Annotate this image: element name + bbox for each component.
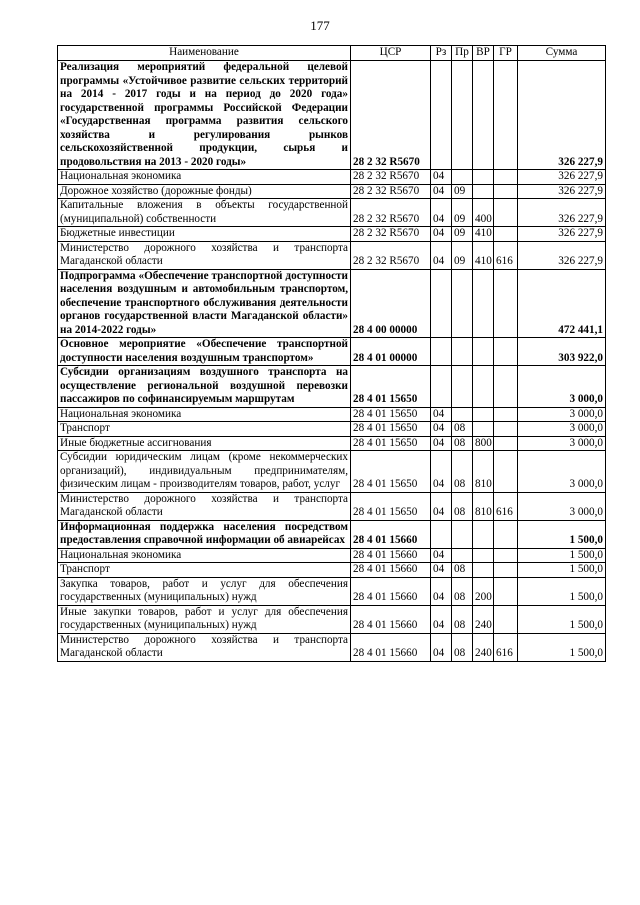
cell-rz: 04 — [431, 199, 452, 227]
table-row — [58, 436, 606, 451]
cell-csr: 28 2 32 R5670 — [351, 170, 431, 185]
cell-pr: 08 — [452, 605, 473, 633]
cell-gr — [494, 184, 518, 199]
cell-sum: 326 227,9 — [518, 199, 606, 227]
cell-sum: 326 227,9 — [518, 61, 606, 170]
cell-csr: 28 4 00 00000 — [351, 269, 431, 338]
cell-rz: 04 — [431, 241, 452, 269]
cell-rz: 04 — [431, 548, 452, 563]
cell-name: Национальная экономика — [58, 170, 351, 185]
cell-rz: 04 — [431, 436, 452, 451]
cell-vr: 240 — [473, 633, 494, 661]
cell-csr: 28 4 01 00000 — [351, 338, 431, 366]
cell-sum: 1 500,0 — [518, 577, 606, 605]
cell-gr — [494, 436, 518, 451]
cell-csr: 28 4 01 15660 — [351, 563, 431, 578]
cell-rz: 04 — [431, 563, 452, 578]
cell-gr: 616 — [494, 633, 518, 661]
cell-rz — [431, 338, 452, 366]
cell-sum: 326 227,9 — [518, 241, 606, 269]
cell-pr — [452, 170, 473, 185]
cell-rz: 04 — [431, 422, 452, 437]
cell-name: Реализация мероприятий федеральной целевой программы «Устойчивое развитие сельских территорий на 2014 - 2017 годы и на период до 2020 года» государственной программы Российской Федерации «Государственная программа развития сельского хозяйства и регулирования рынков сельскохозяйственной продукции, сырья и продовольствия на 2013 - 2020 годы» — [58, 61, 351, 170]
cell-sum: 1 500,0 — [518, 633, 606, 661]
column-header-sum: Сумма — [518, 46, 606, 61]
cell-vr: 200 — [473, 577, 494, 605]
cell-name: Иные бюджетные ассигнования — [58, 436, 351, 451]
cell-name: Иные закупки товаров, работ и услуг для обеспечения государственных (муниципальных) нужд — [58, 605, 351, 633]
cell-vr — [473, 520, 494, 548]
cell-name: Субсидии юридическим лицам (кроме некоммерческих организаций), индивидуальным предпринимателям, физическим лицам - производителям товаров, работ, услуг — [58, 451, 351, 493]
cell-csr: 28 4 01 15660 — [351, 633, 431, 661]
cell-pr: 08 — [452, 451, 473, 493]
cell-vr: 810 — [473, 492, 494, 520]
cell-pr — [452, 366, 473, 408]
cell-sum: 326 227,9 — [518, 170, 606, 185]
budget-table — [57, 45, 606, 662]
cell-sum: 1 500,0 — [518, 520, 606, 548]
cell-sum: 326 227,9 — [518, 184, 606, 199]
cell-name: Министерство дорожного хозяйства и транспорта Магаданской области — [58, 633, 351, 661]
cell-pr — [452, 548, 473, 563]
cell-rz: 04 — [431, 170, 452, 185]
cell-gr — [494, 407, 518, 422]
cell-pr: 09 — [452, 199, 473, 227]
cell-csr: 28 4 01 15660 — [351, 605, 431, 633]
cell-gr — [494, 451, 518, 493]
cell-name: Подпрограмма «Обеспечение транспортной доступности населения воздушным и автомобильным транспортом, обеспечение транспортного обслуживания деятельности органов государственной власти Магаданской области» на 2014-2022 годы» — [58, 269, 351, 338]
cell-vr: 240 — [473, 605, 494, 633]
cell-csr: 28 2 32 R5670 — [351, 184, 431, 199]
cell-rz — [431, 366, 452, 408]
table-header-row — [58, 46, 606, 61]
cell-pr: 08 — [452, 577, 473, 605]
cell-name: Информационная поддержка населения посредством предоставления справочной информации об авиарейсах — [58, 520, 351, 548]
cell-pr: 08 — [452, 563, 473, 578]
table-row — [58, 577, 606, 605]
cell-pr: 08 — [452, 492, 473, 520]
cell-gr — [494, 61, 518, 170]
cell-name: Дорожное хозяйство (дорожные фонды) — [58, 184, 351, 199]
cell-vr — [473, 170, 494, 185]
cell-csr: 28 2 32 R5670 — [351, 61, 431, 170]
cell-csr: 28 4 01 15650 — [351, 492, 431, 520]
table-row — [58, 184, 606, 199]
cell-gr — [494, 520, 518, 548]
cell-vr — [473, 366, 494, 408]
cell-gr — [494, 338, 518, 366]
cell-name: Транспорт — [58, 563, 351, 578]
cell-vr — [473, 269, 494, 338]
cell-sum: 3 000,0 — [518, 492, 606, 520]
page-number: 177 — [310, 18, 330, 33]
cell-sum: 1 500,0 — [518, 605, 606, 633]
cell-vr — [473, 407, 494, 422]
cell-name: Транспорт — [58, 422, 351, 437]
cell-gr: 616 — [494, 492, 518, 520]
cell-vr — [473, 563, 494, 578]
cell-name: Субсидии организациям воздушного транспорта на осуществление региональной воздушной перевозки пассажиров по софинансируемым маршрутам — [58, 366, 351, 408]
cell-name: Национальная экономика — [58, 407, 351, 422]
cell-rz — [431, 269, 452, 338]
table-row — [58, 492, 606, 520]
cell-pr: 09 — [452, 241, 473, 269]
table-row — [58, 563, 606, 578]
cell-name: Бюджетные инвестиции — [58, 227, 351, 242]
table-row — [58, 451, 606, 493]
cell-rz: 04 — [431, 451, 452, 493]
cell-rz: 04 — [431, 633, 452, 661]
cell-rz: 04 — [431, 577, 452, 605]
cell-sum: 3 000,0 — [518, 366, 606, 408]
cell-pr: 09 — [452, 184, 473, 199]
cell-gr — [494, 548, 518, 563]
cell-pr — [452, 338, 473, 366]
cell-csr: 28 4 01 15650 — [351, 422, 431, 437]
cell-csr: 28 4 01 15650 — [351, 436, 431, 451]
cell-pr — [452, 407, 473, 422]
cell-pr: 08 — [452, 422, 473, 437]
cell-gr: 616 — [494, 241, 518, 269]
cell-csr: 28 4 01 15650 — [351, 366, 431, 408]
cell-gr — [494, 577, 518, 605]
cell-sum: 3 000,0 — [518, 451, 606, 493]
cell-rz: 04 — [431, 492, 452, 520]
column-header-vr: ВР — [473, 46, 494, 61]
cell-rz: 04 — [431, 184, 452, 199]
cell-name: Национальная экономика — [58, 548, 351, 563]
table-row — [58, 520, 606, 548]
cell-name: Министерство дорожного хозяйства и транспорта Магаданской области — [58, 241, 351, 269]
column-header-name: Наименование — [58, 46, 351, 61]
column-header-rz: Рз — [431, 46, 452, 61]
cell-vr — [473, 548, 494, 563]
cell-vr: 410 — [473, 227, 494, 242]
cell-sum: 326 227,9 — [518, 227, 606, 242]
table-row — [58, 241, 606, 269]
cell-vr: 800 — [473, 436, 494, 451]
cell-gr — [494, 422, 518, 437]
cell-pr: 08 — [452, 436, 473, 451]
cell-gr — [494, 170, 518, 185]
table-body — [58, 61, 606, 662]
cell-sum: 3 000,0 — [518, 422, 606, 437]
cell-rz: 04 — [431, 605, 452, 633]
table-row — [58, 269, 606, 338]
cell-csr: 28 4 01 15660 — [351, 520, 431, 548]
cell-name: Капитальные вложения в объекты государственной (муниципальной) собственности — [58, 199, 351, 227]
cell-vr: 410 — [473, 241, 494, 269]
cell-gr — [494, 227, 518, 242]
column-header-gr: ГР — [494, 46, 518, 61]
cell-pr — [452, 269, 473, 338]
cell-gr — [494, 366, 518, 408]
cell-name: Закупка товаров, работ и услуг для обеспечения государственных (муниципальных) нужд — [58, 577, 351, 605]
cell-sum: 1 500,0 — [518, 548, 606, 563]
cell-pr — [452, 61, 473, 170]
cell-rz — [431, 61, 452, 170]
cell-rz: 04 — [431, 227, 452, 242]
cell-vr — [473, 61, 494, 170]
cell-csr: 28 4 01 15650 — [351, 407, 431, 422]
cell-rz — [431, 520, 452, 548]
table-row — [58, 633, 606, 661]
cell-pr: 09 — [452, 227, 473, 242]
cell-gr — [494, 269, 518, 338]
cell-gr — [494, 605, 518, 633]
column-header-pr: Пр — [452, 46, 473, 61]
cell-csr: 28 4 01 15660 — [351, 577, 431, 605]
column-header-csr: ЦСР — [351, 46, 431, 61]
table-row — [58, 338, 606, 366]
cell-rz: 04 — [431, 407, 452, 422]
cell-vr — [473, 338, 494, 366]
cell-name: Министерство дорожного хозяйства и транспорта Магаданской области — [58, 492, 351, 520]
cell-pr — [452, 520, 473, 548]
cell-csr: 28 2 32 R5670 — [351, 227, 431, 242]
cell-sum: 1 500,0 — [518, 563, 606, 578]
cell-gr — [494, 563, 518, 578]
table-row — [58, 366, 606, 408]
cell-sum: 3 000,0 — [518, 407, 606, 422]
cell-csr: 28 2 32 R5670 — [351, 241, 431, 269]
table-row — [58, 199, 606, 227]
cell-pr: 08 — [452, 633, 473, 661]
cell-sum: 303 922,0 — [518, 338, 606, 366]
table-row — [58, 407, 606, 422]
table-row — [58, 227, 606, 242]
table-row — [58, 605, 606, 633]
cell-vr: 810 — [473, 451, 494, 493]
cell-sum: 472 441,1 — [518, 269, 606, 338]
cell-vr: 400 — [473, 199, 494, 227]
cell-csr: 28 2 32 R5670 — [351, 199, 431, 227]
table-row — [58, 422, 606, 437]
table-row — [58, 61, 606, 170]
table-row — [58, 548, 606, 563]
cell-vr — [473, 184, 494, 199]
cell-csr: 28 4 01 15650 — [351, 451, 431, 493]
cell-sum: 3 000,0 — [518, 436, 606, 451]
cell-csr: 28 4 01 15660 — [351, 548, 431, 563]
cell-name: Основное мероприятие «Обеспечение транспортной доступности населения воздушным транспортом» — [58, 338, 351, 366]
table-row — [58, 170, 606, 185]
cell-gr — [494, 199, 518, 227]
cell-vr — [473, 422, 494, 437]
